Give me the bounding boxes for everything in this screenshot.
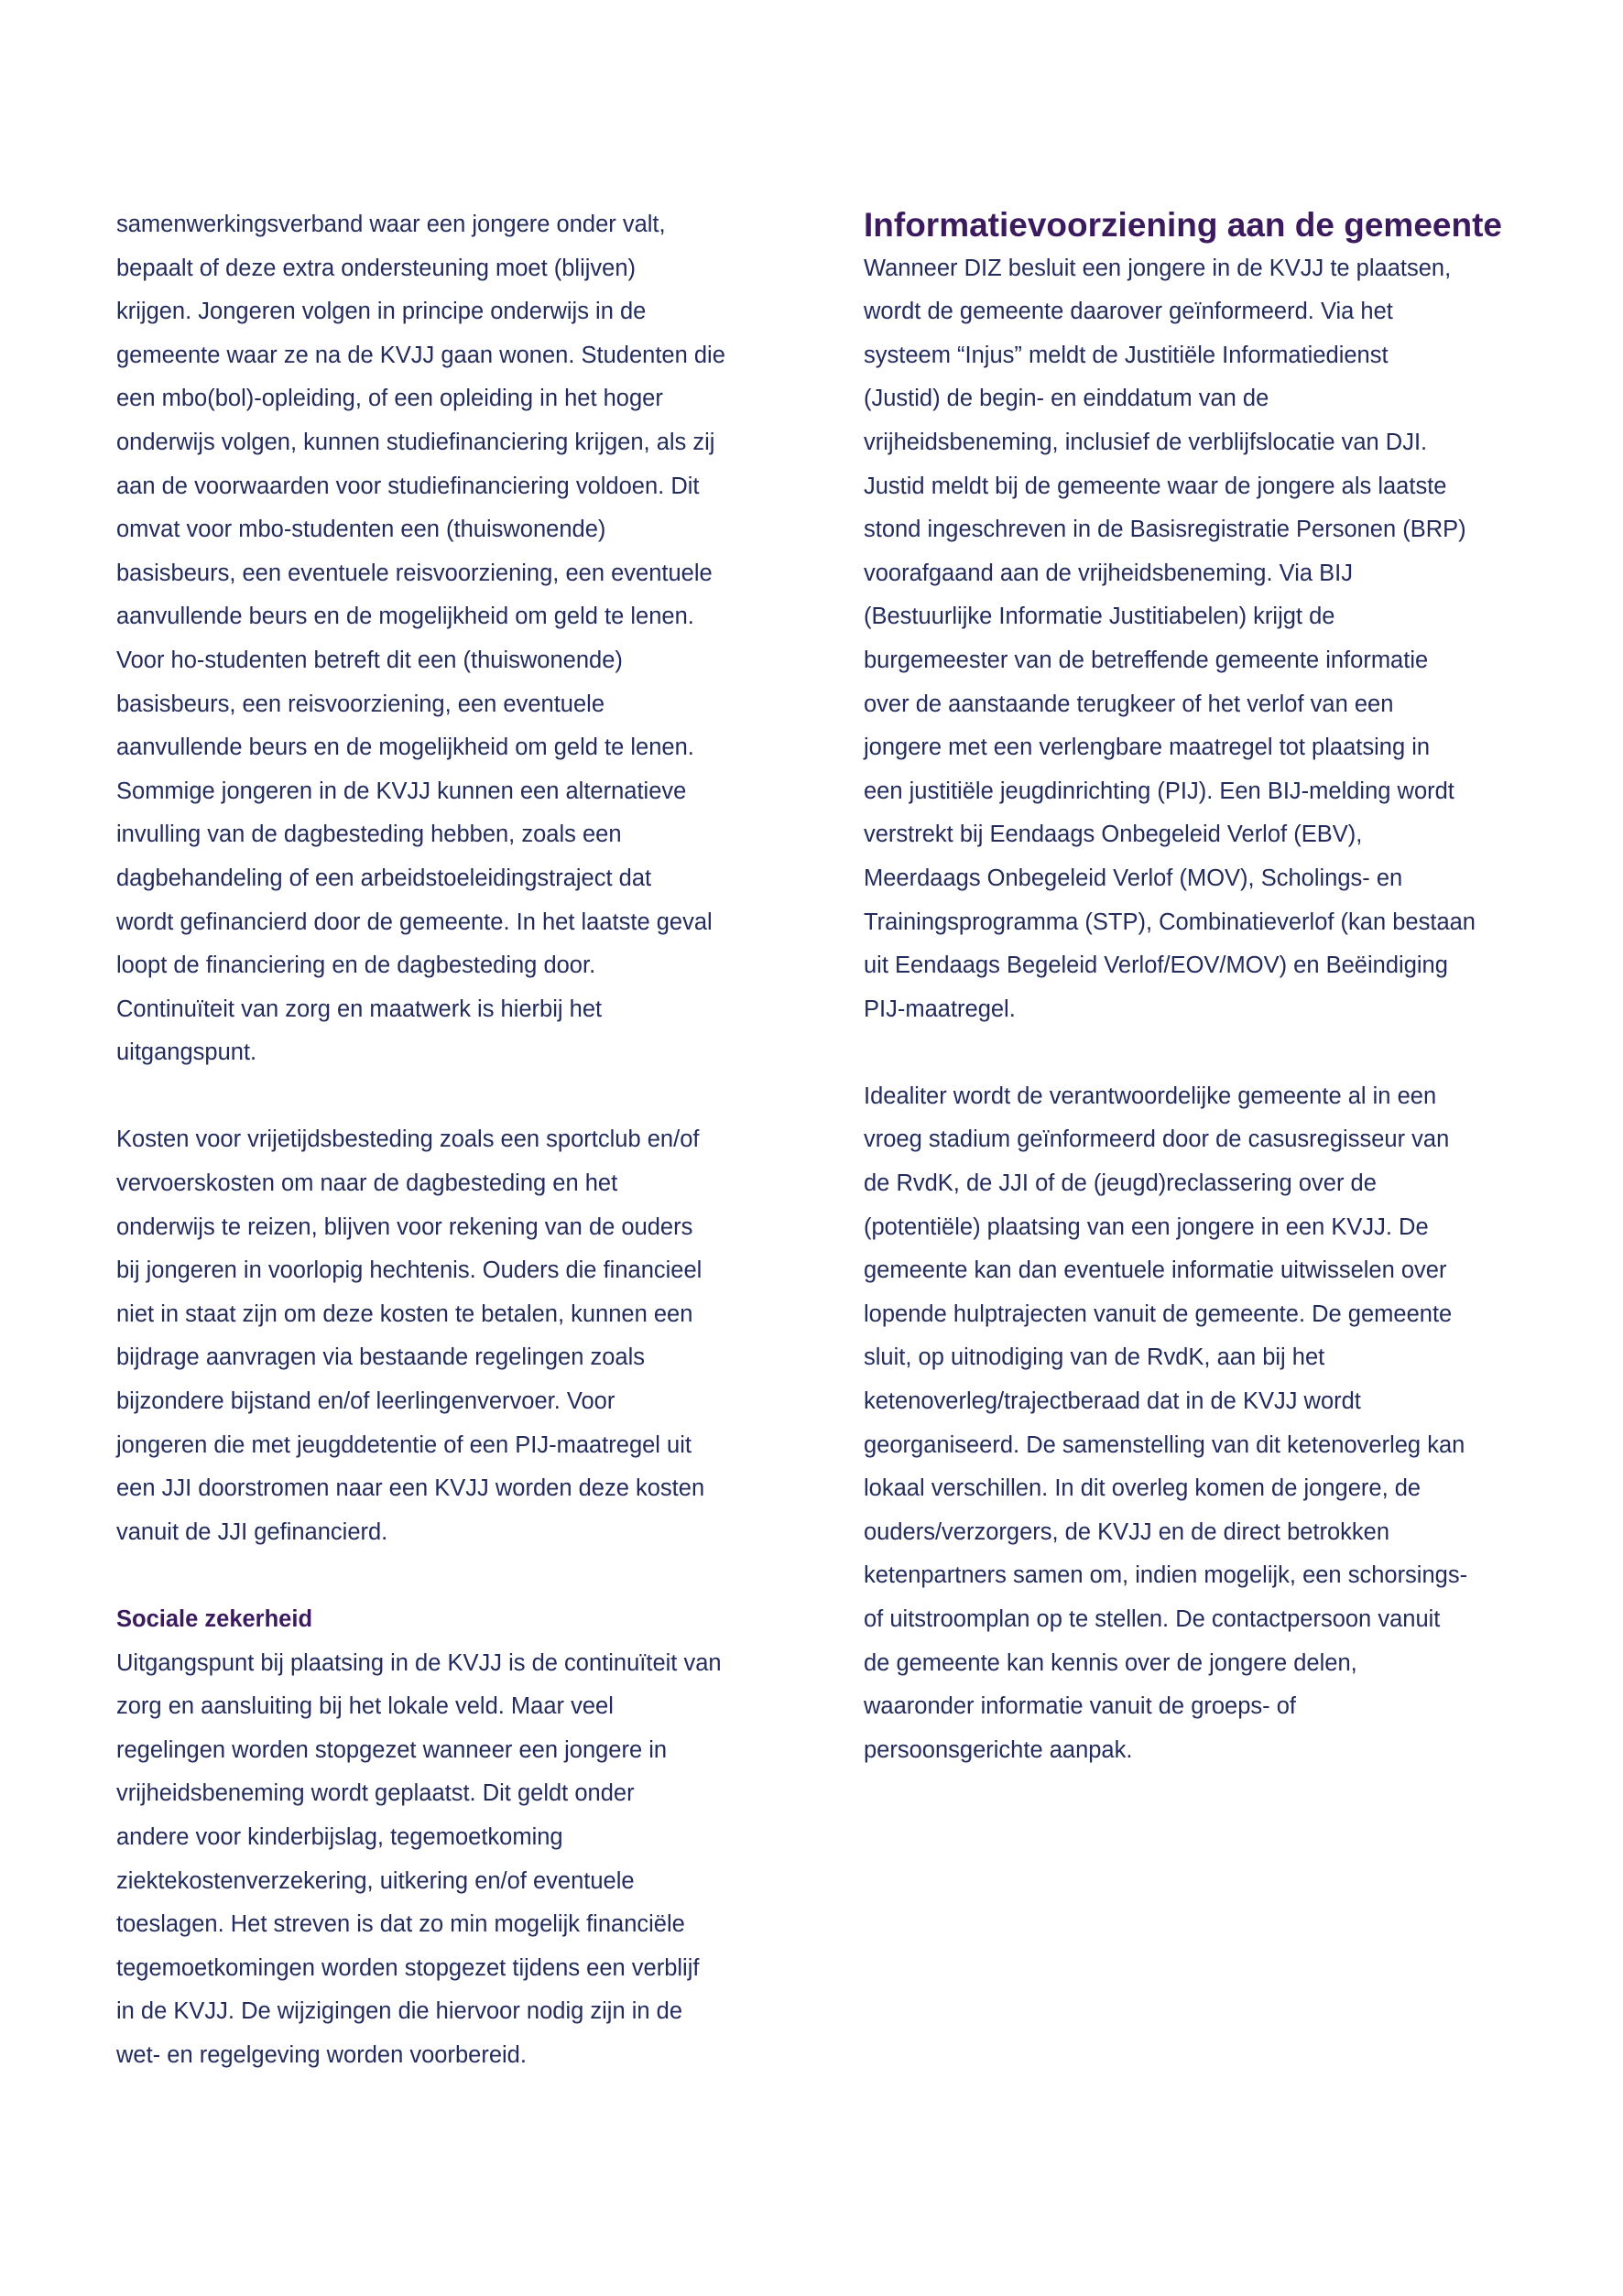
right-column bbox=[864, 203, 1532, 1772]
text-line: Wanneer DIZ besluit een jongere in de KVJJ te plaatsen, bbox=[864, 255, 1452, 281]
text-line: gemeente waar ze na de KVJJ gaan wonen. Studenten die bbox=[116, 342, 725, 368]
text-line: (potentiële) plaatsing van een jongere in een KVJJ. De bbox=[864, 1213, 1429, 1240]
text-line: burgemeester van de betreffende gemeente informatie bbox=[864, 647, 1429, 673]
text-line: loopt de financiering en de dagbesteding door. bbox=[116, 952, 596, 979]
text-line: wet- en regelgeving worden voorbereid. bbox=[116, 2041, 527, 2068]
paragraph-gap bbox=[116, 1554, 776, 1598]
text-line: ouders/verzorgers, de KVJJ en de direct betrokken bbox=[864, 1518, 1390, 1545]
text-line: jongeren die met jeugddetentie of een PIJ-maatregel uit bbox=[116, 1431, 692, 1458]
text-line: samenwerkingsverband waar een jongere onder valt, bbox=[116, 212, 666, 237]
text-line: Voor ho-studenten betreft dit een (thuiswonende) bbox=[116, 647, 623, 673]
section-heading: Informatievoorziening aan de gemeente bbox=[864, 206, 1502, 244]
left-paragraph-2 bbox=[116, 1118, 776, 1554]
text-line: voorafgaand aan de vrijheidsbeneming. Via BIJ bbox=[864, 560, 1353, 586]
paragraph-gap bbox=[116, 1075, 776, 1119]
text-line: Sommige jongeren in de KVJJ kunnen een alternatieve bbox=[116, 778, 687, 804]
text-line: vrijheidsbeneming, inclusief de verblijfslocatie van DJI. bbox=[864, 429, 1428, 455]
text-line: verstrekt bij Eendaags Onbegeleid Verlof (EBV), bbox=[864, 822, 1363, 848]
text-line: de gemeente kan kennis over de jongere delen, bbox=[864, 1649, 1357, 1676]
text-line: vervoerskosten om naar de dagbesteding en het bbox=[116, 1170, 618, 1197]
text-line: lokaal verschillen. In dit overleg komen de jongere, de bbox=[864, 1475, 1421, 1502]
text-line: Uitgangspunt bij plaatsing in de KVJJ is de continuïteit van bbox=[116, 1649, 722, 1676]
text-line: bijzondere bijstand en/of leerlingenvervoer. Voor bbox=[116, 1388, 615, 1415]
text-line: sluit, op uitnodiging van de RvdK, aan bij het bbox=[864, 1344, 1325, 1371]
text-line: een JJI doorstromen naar een KVJJ worden deze kosten bbox=[116, 1475, 705, 1502]
text-line: waaronder informatie vanuit de groeps- of bbox=[864, 1693, 1297, 1720]
text-line: bepaalt of deze extra ondersteuning moet (blijven) bbox=[116, 255, 637, 281]
text-line: uitgangspunt. bbox=[116, 1039, 257, 1066]
text-line: andere voor kinderbijslag, tegemoetkoming bbox=[116, 1823, 563, 1850]
text-line: stond ingeschreven in de Basisregistratie Personen (BRP) bbox=[864, 517, 1466, 543]
text-line: Trainingsprogramma (STP), Combinatieverlof (kan bestaan bbox=[864, 909, 1476, 935]
right-paragraph-2 bbox=[864, 1075, 1532, 1773]
text-line: basisbeurs, een reisvoorziening, een eventuele bbox=[116, 691, 605, 717]
text-line: jongere met een verlengbare maatregel tot plaatsing in bbox=[864, 735, 1431, 761]
text-line: tegemoetkomingen worden stopgezet tijdens een verblijf bbox=[116, 1954, 700, 1981]
text-line: aan de voorwaarden voor studiefinanciering voldoen. Dit bbox=[116, 473, 700, 499]
text-line: bij jongeren in voorlopig hechtenis. Ouders die financieel bbox=[116, 1257, 703, 1284]
text-line: Continuïteit van zorg en maatwerk is hierbij het bbox=[116, 996, 603, 1022]
text-line: Justid meldt bij de gemeente waar de jongere als laatste bbox=[864, 473, 1447, 499]
text-line: georganiseerd. De samenstelling van dit ketenoverleg kan bbox=[864, 1431, 1465, 1458]
text-line: (Justid) de begin- en einddatum van de bbox=[864, 386, 1269, 412]
section-subheading: Sociale zekerheid bbox=[116, 1606, 313, 1632]
text-line: de RvdK, de JJI of de (jeugd)reclassering over de bbox=[864, 1170, 1377, 1197]
text-line: onderwijs te reizen, blijven voor rekening van de ouders bbox=[116, 1213, 693, 1240]
text-line: PIJ-maatregel. bbox=[864, 996, 1016, 1022]
text-line: of uitstroomplan op te stellen. De contactpersoon vanuit bbox=[864, 1606, 1441, 1632]
text-line: krijgen. Jongeren volgen in principe onderwijs in de bbox=[116, 299, 647, 325]
text-line: ketenoverleg/trajectberaad dat in de KVJJ wordt bbox=[864, 1388, 1361, 1415]
text-line: een justitiële jeugdinrichting (PIJ). Een BIJ-melding wordt bbox=[864, 778, 1454, 804]
text-line: wordt de gemeente daarover geïnformeerd. Via het bbox=[864, 299, 1393, 325]
text-line: aanvullende beurs en de mogelijkheid om geld te lenen. bbox=[116, 735, 694, 761]
text-line: systeem “Injus” meldt de Justitiële Informatiedienst bbox=[864, 342, 1389, 368]
text-line: lopende hulptrajecten vanuit de gemeente. De gemeente bbox=[864, 1300, 1453, 1327]
text-line: zorg en aansluiting bij het lokale veld. Maar veel bbox=[116, 1693, 614, 1720]
text-line: omvat voor mbo-studenten een (thuiswonende) bbox=[116, 517, 606, 543]
text-line: regelingen worden stopgezet wanneer een jongere in bbox=[116, 1736, 668, 1763]
text-line: een mbo(bol)-opleiding, of een opleiding in het hoger bbox=[116, 386, 663, 412]
left-paragraph-1 bbox=[116, 203, 776, 1075]
right-paragraph-1 bbox=[864, 247, 1532, 1032]
text-line: uit Eendaags Begeleid Verlof/EOV/MOV) en Beëindiging bbox=[864, 952, 1448, 979]
text-line: aanvullende beurs en de mogelijkheid om geld te lenen. bbox=[116, 604, 694, 630]
left-column bbox=[116, 203, 776, 2078]
text-line: invulling van de dagbesteding hebben, zoals een bbox=[116, 822, 622, 848]
text-line: gemeente kan dan eventuele informatie uitwisselen over bbox=[864, 1257, 1447, 1284]
text-line: persoonsgerichte aanpak. bbox=[864, 1736, 1133, 1763]
text-line: Kosten voor vrijetijdsbesteding zoals een sportclub en/of bbox=[116, 1126, 700, 1153]
text-line: Meerdaags Onbegeleid Verlof (MOV), Scholings- en bbox=[864, 865, 1403, 891]
left-paragraph-3 bbox=[116, 1642, 776, 2078]
text-line: ketenpartners samen om, indien mogelijk, een schorsings- bbox=[864, 1562, 1468, 1589]
text-line: ziektekostenverzekering, uitkering en/of eventuele bbox=[116, 1867, 635, 1894]
text-line: in de KVJJ. De wijzigingen die hiervoor nodig zijn in de bbox=[116, 1998, 683, 2025]
text-line: vrijheidsbeneming wordt geplaatst. Dit geldt onder bbox=[116, 1780, 635, 1807]
text-line: (Bestuurlijke Informatie Justitiabelen) krijgt de bbox=[864, 604, 1335, 630]
text-line: niet in staat zijn om deze kosten te betalen, kunnen een bbox=[116, 1300, 693, 1327]
text-line: vanuit de JJI gefinancierd. bbox=[116, 1518, 388, 1545]
text-line: basisbeurs, een eventuele reisvoorziening, een eventuele bbox=[116, 560, 713, 586]
text-line: dagbehandeling of een arbeidstoeleidingstraject dat bbox=[116, 865, 652, 891]
text-line: Idealiter wordt de verantwoordelijke gemeente al in een bbox=[864, 1083, 1437, 1109]
text-line: vroeg stadium geïnformeerd door de casusregisseur van bbox=[864, 1126, 1450, 1153]
text-line: over de aanstaande terugkeer of het verlof van een bbox=[864, 691, 1394, 717]
text-line: bijdrage aanvragen via bestaande regelingen zoals bbox=[116, 1344, 645, 1371]
text-line: onderwijs volgen, kunnen studiefinanciering krijgen, als zij bbox=[116, 429, 715, 455]
text-line: wordt gefinancierd door de gemeente. In het laatste geval bbox=[116, 909, 713, 935]
paragraph-gap bbox=[864, 1031, 1532, 1075]
text-line: toeslagen. Het streven is dat zo min mogelijk financiële bbox=[116, 1911, 685, 1938]
